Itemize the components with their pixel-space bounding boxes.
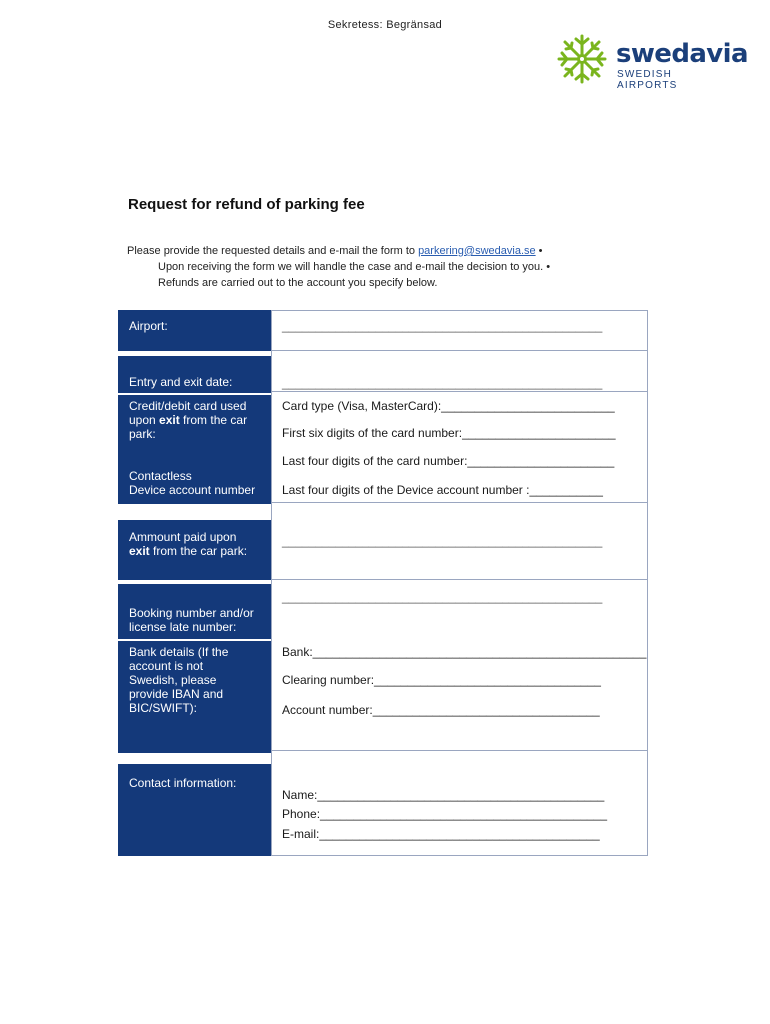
contactless-label-line1: Contactless — [129, 469, 192, 483]
amount-label-line2 — [129, 544, 247, 558]
name-field[interactable]: Name:___________________________________________ — [282, 788, 605, 802]
intro-prefix: Please provide the requested details and e-mail the form to — [127, 245, 419, 257]
entry-exit-label: Entry and exit date: — [129, 375, 233, 389]
card-label-pre: upon — [129, 413, 160, 427]
label-block-contact — [118, 764, 271, 856]
airport-label: Airport: — [129, 319, 168, 333]
account-number-field[interactable]: Account number:__________________________________ — [282, 703, 600, 717]
intro-line-2: Upon receiving the form we will handle the case and e-mail the decision to you. • — [158, 261, 551, 273]
entry-exit-field[interactable]: ________________________________________________ — [282, 376, 603, 390]
amount-label-bold: exit — [129, 544, 150, 558]
email-link[interactable]: parkering@swedavia.se — [418, 245, 536, 257]
label-block-bank — [118, 641, 271, 753]
logo-brand-text: swedavia — [616, 39, 748, 69]
classification-label: Sekretess: Begränsad — [327, 19, 443, 31]
bank-label-line3: Swedish, please — [129, 673, 217, 687]
device-label-line2: Device account number — [129, 483, 256, 497]
bank-label — [129, 645, 228, 715]
refund-form — [118, 310, 648, 856]
clearing-number-field[interactable]: Clearing number:__________________________________ — [282, 673, 601, 687]
amount-field[interactable]: ________________________________________________ — [282, 534, 603, 548]
swedavia-logo — [556, 33, 748, 91]
card-label-line2 — [129, 413, 247, 427]
card-label-post: from the car — [179, 413, 248, 427]
booking-field[interactable]: ________________________________________________ — [282, 590, 603, 604]
bank-label-line2: account is not — [129, 659, 204, 673]
label-block-card — [118, 395, 271, 504]
snowflake-logo-icon — [556, 33, 608, 85]
card-label-line1: Credit/debit card used — [129, 399, 247, 413]
card-type-field[interactable]: Card type (Visa, MasterCard):__________________________ — [282, 399, 615, 413]
bank-label-line5: BIC/SWIFT): — [129, 701, 197, 715]
bank-label-line4: provide IBAN and — [129, 687, 224, 701]
amount-label-line1: Ammount paid upon — [129, 530, 237, 544]
label-block-airport — [118, 310, 271, 351]
logo-subtitle: SWEDISH AIRPORTS — [617, 69, 678, 91]
label-block-amount — [118, 520, 271, 580]
booking-label-line1: Booking number and/or — [129, 606, 254, 620]
card-label-bold: exit — [159, 413, 180, 427]
row-divider — [271, 502, 648, 503]
amount-label — [129, 530, 247, 558]
first-six-digits-field[interactable]: First six digits of the card number:_______________________ — [282, 426, 616, 440]
booking-label — [129, 606, 254, 634]
contactless-label — [129, 469, 255, 497]
intro-line-1 — [127, 243, 550, 259]
document-title: Request for refund of parking fee — [128, 196, 365, 213]
intro-bullet: • — [535, 245, 543, 257]
row-divider — [271, 750, 648, 751]
bank-label-line1: Bank details (If the — [129, 645, 229, 659]
airport-field[interactable]: ________________________________________________ — [282, 319, 603, 333]
intro-text — [127, 243, 550, 291]
phone-field[interactable]: Phone:___________________________________________ — [282, 807, 608, 821]
row-divider — [271, 350, 648, 351]
contact-label: Contact information: — [129, 776, 237, 790]
amount-label-post: from the car park: — [149, 544, 248, 558]
row-divider — [271, 391, 648, 392]
label-block-entry — [118, 356, 271, 393]
label-block-booking — [118, 584, 271, 639]
email-field[interactable]: E-mail:__________________________________________ — [282, 827, 600, 841]
device-last-four-field[interactable]: Last four digits of the Device account number :___________ — [282, 483, 603, 497]
card-label-line3: park: — [129, 427, 156, 441]
last-four-digits-field[interactable]: Last four digits of the card number:______________________ — [282, 454, 615, 468]
bank-field[interactable]: Bank:__________________________________________________ — [282, 645, 647, 659]
booking-label-line2: license late number: — [129, 620, 237, 634]
row-divider — [271, 579, 648, 580]
intro-line-3: Refunds are carried out to the account you specify below. — [158, 277, 438, 289]
card-label — [129, 399, 247, 441]
